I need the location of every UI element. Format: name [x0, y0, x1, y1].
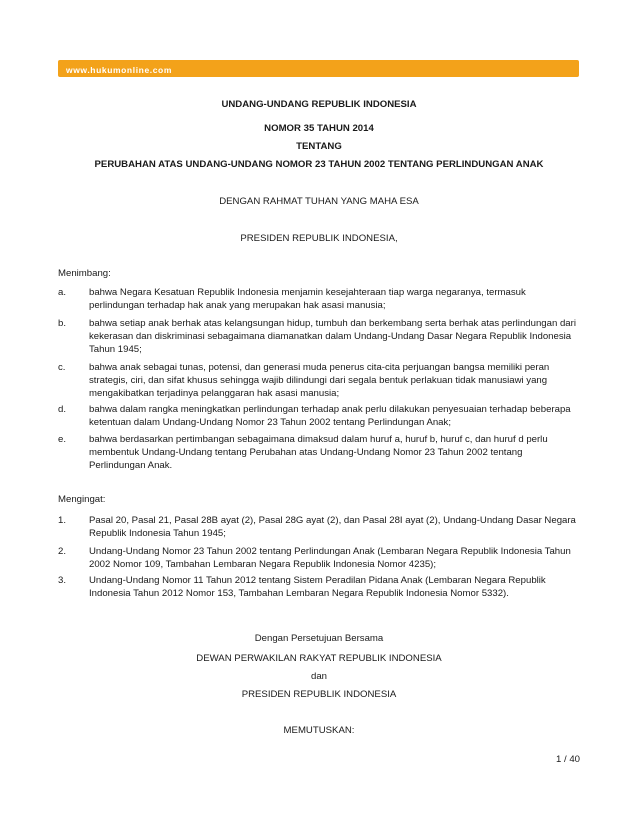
page-number: 1 / 40 — [555, 754, 580, 765]
item-text: bahwa setiap anak berhak atas kelangsungan hidup, tumbuh dan berkembang serta berhak atas perlindungan dari kekerasan dan diskriminasi sebagaimana diamanatkan dalam Undang-Undang Dasar Negara Republik Indonesia Tahun 1945; — [89, 318, 576, 355]
item-marker: a. — [58, 287, 67, 298]
mengingat-label: Mengingat: — [58, 494, 106, 505]
item-text: Undang-Undang Nomor 23 Tahun 2002 tentang Perlindungan Anak (Lembaran Negara Republik Indonesia Tahun 2002 Nomor 109, Tambahan Lembaran Negara Republik Indonesia Nomor 4235); — [89, 546, 571, 570]
item-text: bahwa dalam rangka meningkatkan perlindungan terhadap anak perlu dilakukan penyesuaian terhadap beberapa ketentuan dalam Undang-Undang Nomor 23 Tahun 2002 tentang Perlindungan Anak; — [89, 404, 571, 428]
title-line-1: UNDANG-UNDANG REPUBLIK INDONESIA — [221, 99, 417, 110]
approval-line-1: Dengan Persetujuan Bersama — [254, 633, 384, 644]
menimbang-item — [58, 403, 578, 429]
site-url[interactable]: www.hukumonline.com — [66, 65, 173, 75]
mengingat-item — [58, 545, 578, 571]
decision-heading: MEMUTUSKAN: — [283, 725, 355, 736]
title-line-4: PERUBAHAN ATAS UNDANG-UNDANG NOMOR 23 TAHUN 2002 TENTANG PERLINDUNGAN ANAK — [94, 159, 544, 170]
approval-line-4: PRESIDEN REPUBLIK INDONESIA — [241, 689, 397, 700]
item-marker: 1. — [58, 515, 67, 526]
grace-heading: DENGAN RAHMAT TUHAN YANG MAHA ESA — [219, 196, 419, 207]
site-banner[interactable] — [58, 60, 579, 77]
item-marker: 3. — [58, 575, 67, 586]
item-text: bahwa Negara Kesatuan Republik Indonesia menjamin kesejahteraan tiap warga negaranya, termasuk perlindungan terhadap hak anak yang merupakan hak asasi manusia; — [89, 287, 526, 311]
menimbang-item — [58, 286, 578, 312]
menimbang-item — [58, 361, 578, 400]
president-heading: PRESIDEN REPUBLIK INDONESIA, — [240, 233, 398, 244]
approval-line-2: DEWAN PERWAKILAN RAKYAT REPUBLIK INDONESIA — [196, 653, 442, 664]
menimbang-label: Menimbang: — [58, 268, 111, 279]
menimbang-item — [58, 433, 578, 472]
item-marker: b. — [58, 318, 67, 329]
title-line-3: TENTANG — [296, 141, 342, 152]
item-text: Undang-Undang Nomor 11 Tahun 2012 tentang Sistem Peradilan Pidana Anak (Lembaran Negara Republik Indonesia Tahun 2012 Nomor 153, Tambahan Lembaran Negara Republik Indonesia Nomor 5332). — [89, 575, 546, 599]
item-marker: 2. — [58, 546, 67, 557]
mengingat-item — [58, 514, 578, 540]
mengingat-item — [58, 574, 578, 600]
item-marker: c. — [58, 362, 66, 373]
item-text: bahwa anak sebagai tunas, potensi, dan generasi muda penerus cita-cita perjuangan bangsa memiliki peran strategis, ciri, dan sifat khusus sehingga wajib dilindungi dari segala bentuk perlakuan tidak manusiawi yang mengakibatkan terjadinya pelanggaran hak asasi manusia; — [89, 362, 550, 399]
item-marker: e. — [58, 434, 67, 445]
item-text: Pasal 20, Pasal 21, Pasal 28B ayat (2), Pasal 28G ayat (2), dan Pasal 28I ayat (2), Undang-Undang Dasar Negara Republik Indonesia Tahun 1945; — [89, 515, 576, 539]
title-line-2: NOMOR 35 TAHUN 2014 — [264, 123, 374, 134]
item-text: bahwa berdasarkan pertimbangan sebagaimana dimaksud dalam huruf a, huruf b, huruf c, dan huruf d perlu membentuk Undang-Undang tentang Perubahan atas Undang-Undang Nomor 23 Tahun 2002 tentang Perlindungan Anak. — [89, 434, 548, 471]
menimbang-item — [58, 317, 578, 356]
item-marker: d. — [58, 404, 67, 415]
approval-line-3: dan — [310, 671, 327, 682]
